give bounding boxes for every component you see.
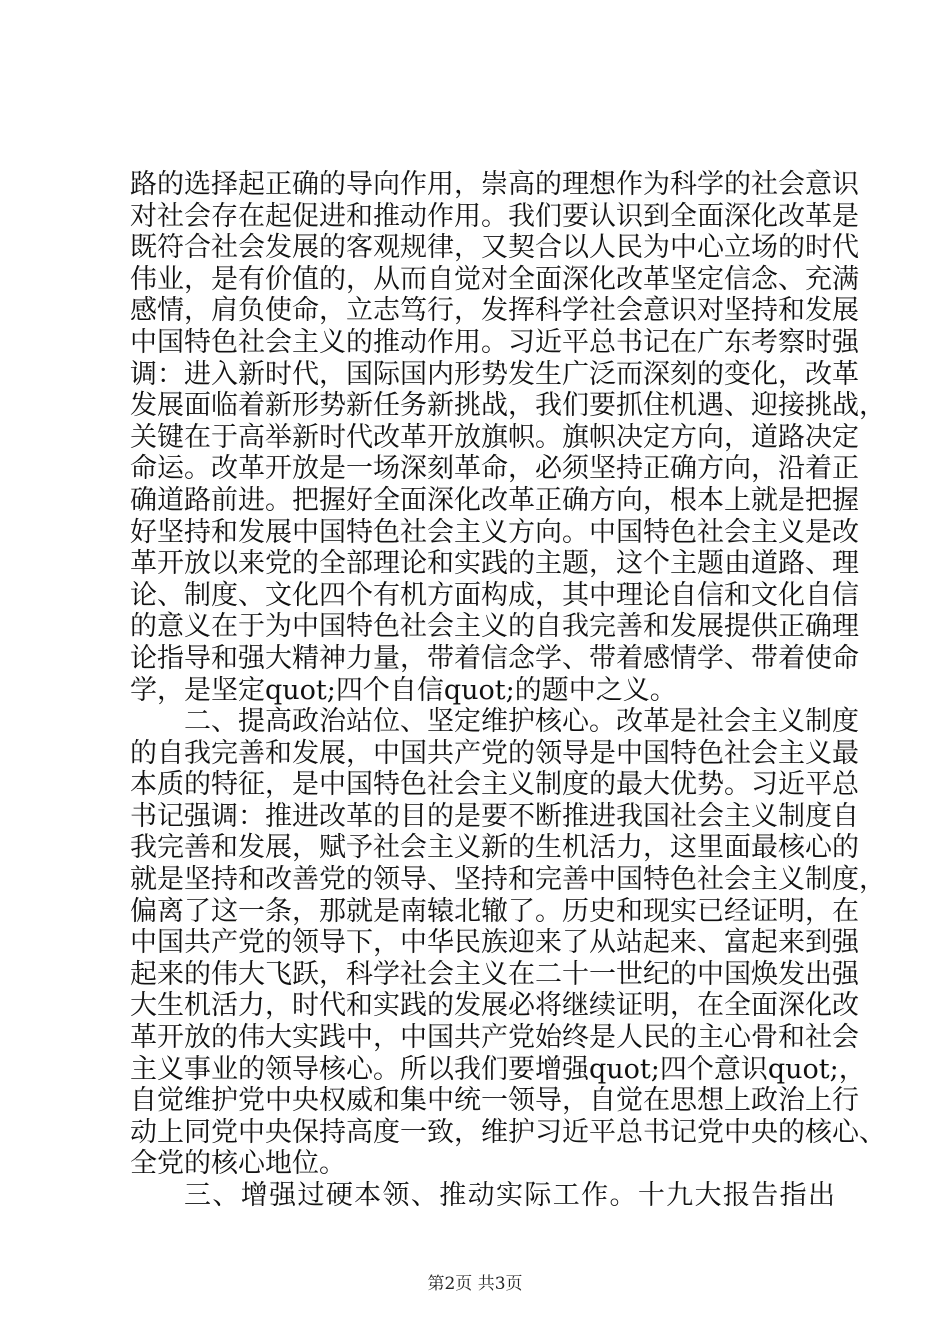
- text-line: 发展面临着新形势新任务新挑战，我们要抓住机遇、迎接挑战，: [130, 390, 886, 422]
- paragraph-2: [130, 706, 886, 1180]
- text-line: 路的选择起正确的导向作用，崇高的理想作为科学的社会意识: [130, 169, 859, 200]
- text-line: 起来的伟大飞跃，科学社会主义在二十一世纪的中国焕发出强: [130, 958, 859, 990]
- text-line: 三、增强过硬本领、推动实际工作。十九大报告指出: [184, 1180, 835, 1211]
- text-line: 就是坚持和改善党的领导、坚持和完善中国特色社会主义制度，: [130, 864, 886, 896]
- text-line: 主义事业的领导核心。所以我们要增强quot;四个意识quot;，: [130, 1053, 866, 1085]
- text-line: 中国特色社会主义的推动作用。习近平总书记在广东考察时强: [130, 326, 859, 358]
- document-body: [130, 169, 886, 1212]
- text-line: 动上同党中央保持高度一致，维护习近平总书记党中央的核心、: [130, 1116, 886, 1148]
- text-line: 自觉维护党中央权威和集中统一领导，自觉在思想上政治上行: [130, 1085, 859, 1117]
- text-line: 调：进入新时代，国际国内形势发生广泛而深刻的变化，改革: [130, 358, 859, 390]
- text-line: 的自我完善和发展，中国共产党的领导是中国特色社会主义最: [130, 737, 859, 769]
- text-line: 革开放的伟大实践中，中国共产党始终是人民的主心骨和社会: [130, 1022, 859, 1054]
- text-line: 伟业，是有价值的，从而自觉对全面深化改革坚定信念、充满: [130, 263, 859, 295]
- text-line: 既符合社会发展的客观规律，又契合以人民为中心立场的时代: [130, 232, 859, 264]
- text-line: 本质的特征，是中国特色社会主义制度的最大优势。习近平总: [130, 769, 859, 801]
- text-line: 的意义在于为中国特色社会主义的自我完善和发展提供正确理: [130, 611, 859, 643]
- text-line: 大生机活力，时代和实践的发展必将继续证明，在全面深化改: [130, 990, 859, 1022]
- text-line: 好坚持和发展中国特色社会主义方向。中国特色社会主义是改: [130, 516, 859, 548]
- text-line: 论、制度、文化四个有机方面构成，其中理论自信和文化自信: [130, 579, 859, 611]
- page-number-footer: 第2页 共3页: [427, 1274, 523, 1294]
- text-line: 书记强调：推进改革的目的是要不断推进我国社会主义制度自: [130, 800, 859, 832]
- text-line: 学，是坚定quot;四个自信quot;的题中之义。: [130, 674, 677, 706]
- text-line: 对社会存在起促进和推动作用。我们要认识到全面深化改革是: [130, 200, 859, 232]
- text-line: 全党的核心地位。: [130, 1148, 346, 1180]
- text-line: 二、提高政治站位、坚定维护核心。改革是社会主义制度: [184, 706, 859, 738]
- text-line: 论指导和强大精神力量，带着信念学、带着感情学、带着使命: [130, 642, 859, 674]
- paragraph-1: [130, 169, 886, 706]
- text-line: 偏离了这一条，那就是南辕北辙了。历史和现实已经证明，在: [130, 895, 859, 927]
- text-line: 我完善和发展，赋予社会主义新的生机活力，这里面最核心的: [130, 832, 859, 864]
- text-line: 命运。改革开放是一场深刻革命，必须坚持正确方向，沿着正: [130, 453, 859, 485]
- text-line: 确道路前进。把握好全面深化改革正确方向，根本上就是把握: [130, 484, 859, 516]
- paragraph-3: [130, 1180, 835, 1212]
- text-line: 革开放以来党的全部理论和实践的主题，这个主题由道路、理: [130, 548, 859, 580]
- text-line: 关键在于高举新时代改革开放旗帜。旗帜决定方向，道路决定: [130, 421, 859, 453]
- text-line: 感情，肩负使命，立志笃行，发挥科学社会意识对坚持和发展: [130, 295, 859, 327]
- text-line: 中国共产党的领导下，中华民族迎来了从站起来、富起来到强: [130, 927, 859, 959]
